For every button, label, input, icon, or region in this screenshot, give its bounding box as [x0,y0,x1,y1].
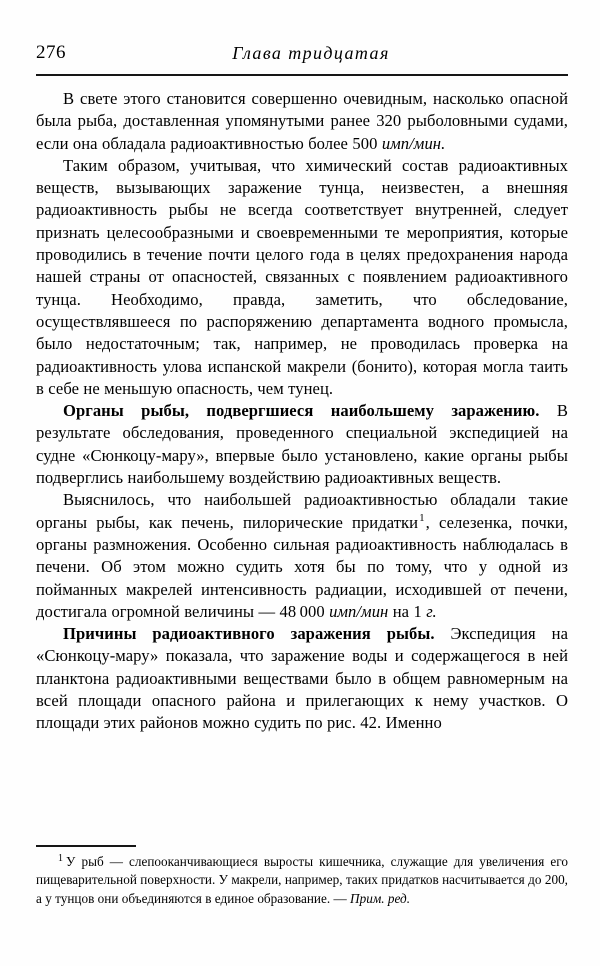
text-run: В результате обследования, проведенного специальной экспедицией на судне «Сюнкоцу-мару», впервые было установлено, какие органы рыбы подверглись наибольшему воздействию радиоактивных веществ. [36,401,568,488]
text-run: , селезенка, почки, органы размножения. Особенно сильная радиоактивность наблюдалась в печени. Об этом можно судить хотя бы по тому, что у одной из пойманных макрелей интенсивность радиации, исходившей от печени, достигала огромной величины — 48 000 [36,512,568,621]
footnote-marker: 1 [58,852,64,864]
chapter-title: Глава тридцатая [232,43,390,63]
italic-text: г. [426,601,437,621]
footnote-block [36,845,568,908]
page-number: 276 [36,42,66,63]
text-run: Выяснилось, что наибольшей радиоактивностью обладали такие органы рыбы, как печень, пилорические придатки [36,490,568,532]
footnote-reference-marker: 1 [419,512,425,525]
body-text [36,88,568,735]
paragraph [36,623,568,734]
italic-text: имп/мин. [381,133,446,153]
italic-text: Прим. ред. [350,890,411,906]
footnote-separator-rule [36,845,136,847]
italic-text: имп/мин [329,601,389,621]
run-in-heading: Причины радиоактивного заражения рыбы. [63,624,435,644]
paragraph [36,155,568,400]
text-run: Экспедиция на «Сюнкоцу-мару» показала, что заражение воды и содержащегося в ней планктона радиоактивными веществами было в общем равномерным на всей площади опасного района и прилегающих к нему участков. О площади этих районов можно судить по рис. 42. Именно [36,624,568,733]
footnote-text [36,853,568,908]
text-run: Таким образом, учитывая, что химический состав радиоактивных веществ, вызывающих заражение тунца, неизвестен, а внешняя радиоактивность рыбы не всегда соответствует внутренней, следует признать целесообразными и своевременными те мероприятия, которые проводились в течение почти целого года в целях предохранения народа нашей страны от опасностей, связанных с появлением радиоактивного тунца. Необходимо, правда, заметить, что обследование, осуществлявшееся по распоряжению департамента водного промысла, было недостаточным; так, например, не проводилась проверка на радиоактивность улова испанской макрели (бонито), которая могла таить в себе не меньшую опасность, чем тунец. [36,155,568,398]
page-content [36,0,568,966]
paragraph [36,489,568,623]
paragraph [36,400,568,489]
running-head [36,0,568,86]
header-rule [36,74,568,76]
text-run: У рыб — слепооканчивающиеся выросты кишечника, служащие для увеличения его пищеварительной поверхности. У макрели, например, таких придатков насчитывается до 200, а у тунцов они объединяются в единое образование. — [36,854,568,906]
text-run: на 1 [388,601,427,621]
run-in-heading: Органы рыбы, подвергшиеся наибольшему заражению. [63,401,540,421]
text-run: В свете этого становится совершенно очевидным, насколько опасной была рыба, доставленная упомянутыми ранее 320 рыболовными судами, если она обладала радиоактивностью более 500 [36,89,568,153]
paragraph [36,88,568,155]
